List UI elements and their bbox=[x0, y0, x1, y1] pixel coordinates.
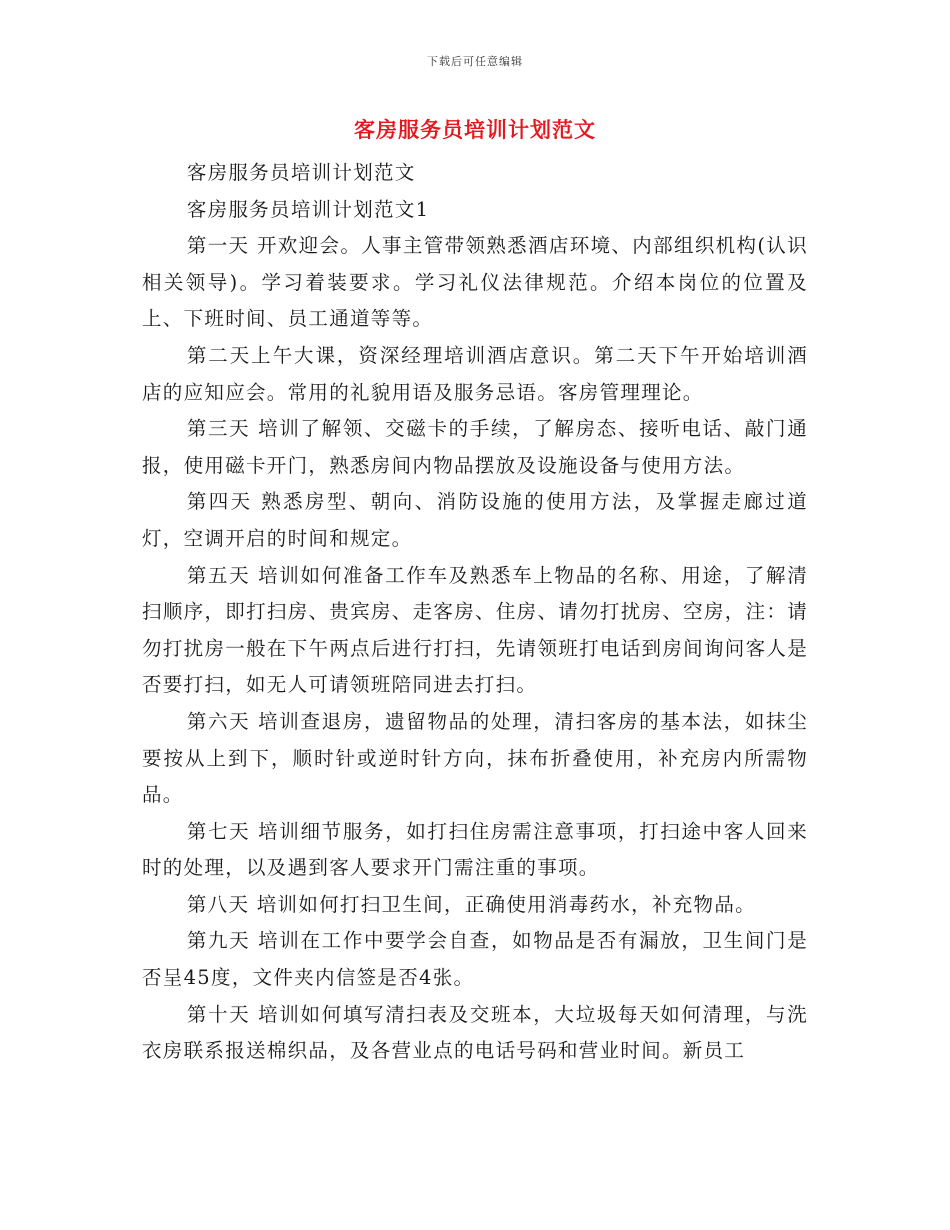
paragraph-day-7: 第七天 培训细节服务，如打扫住房需注意事项，打扫途中客人回来时的处理，以及遇到客人要求开门需注重的事项。 bbox=[142, 819, 808, 880]
paragraph-day-5: 第五天 培训如何准备工作车及熟悉车上物品的名称、用途，了解清扫顺序，即打扫房、贵宾房、走客房、住房、请勿打扰房、空房，注：请勿打扰房一般在下午两点后进行打扫，先请领班打电话到房间询问客人是否要打扫，如无人可请领班陪同进去打扫。 bbox=[142, 563, 808, 697]
paragraph-day-6: 第六天 培训查退房，遗留物品的处理，清扫客房的基本法，如抹尘要按从上到下，顺时针或逆时针方向，抹布折叠使用，补充房内所需物品。 bbox=[142, 709, 808, 807]
paragraph-section-heading: 客房服务员培训计划范文1 bbox=[186, 197, 430, 221]
document-title: 客房服务员培训计划范文 bbox=[354, 117, 596, 142]
paragraph-day-8: 第八天 培训如何打扫卫生间，正确使用消毒药水，补充物品。 bbox=[186, 892, 756, 916]
paragraph-day-9: 第九天 培训在工作中要学会自查，如物品是否有漏放，卫生间门是否呈45度，文件夹内信签是否4张。 bbox=[142, 929, 808, 990]
paragraph-day-4: 第四天 熟悉房型、朝向、消防设施的使用方法，及掌握走廊过道灯，空调开启的时间和规定。 bbox=[142, 490, 808, 550]
paragraph-day-3: 第三天 培训了解领、交磁卡的手续，了解房态、接听电话、敲门通报，使用磁卡开门，熟悉房间内物品摆放及设施设备与使用方法。 bbox=[142, 417, 808, 477]
paragraph-day-1: 第一天 开欢迎会。人事主管带领熟悉酒店环境、内部组织机构(认识相关领导)。学习着装要求。学习礼仪法律规范。介绍本岗位的位置及上、下班时间、员工通道等等。 bbox=[142, 234, 808, 331]
header-note: 下载后可任意编辑 bbox=[427, 55, 523, 68]
paragraph-subtitle: 客房服务员培训计划范文 bbox=[186, 161, 416, 184]
paragraph-day-10: 第十天 培训如何填写清扫表及交班本，大垃圾每天如何清理，与洗衣房联系报送棉织品，及各营业点的电话号码和营业时间。新员工 bbox=[142, 1002, 808, 1063]
document-body bbox=[142, 155, 808, 1070]
paragraph-day-2: 第二天上午大课，资深经理培训酒店意识。第二天下午开始培训酒店的应知应会。常用的礼貌用语及服务忌语。客房管理理论。 bbox=[142, 343, 808, 404]
